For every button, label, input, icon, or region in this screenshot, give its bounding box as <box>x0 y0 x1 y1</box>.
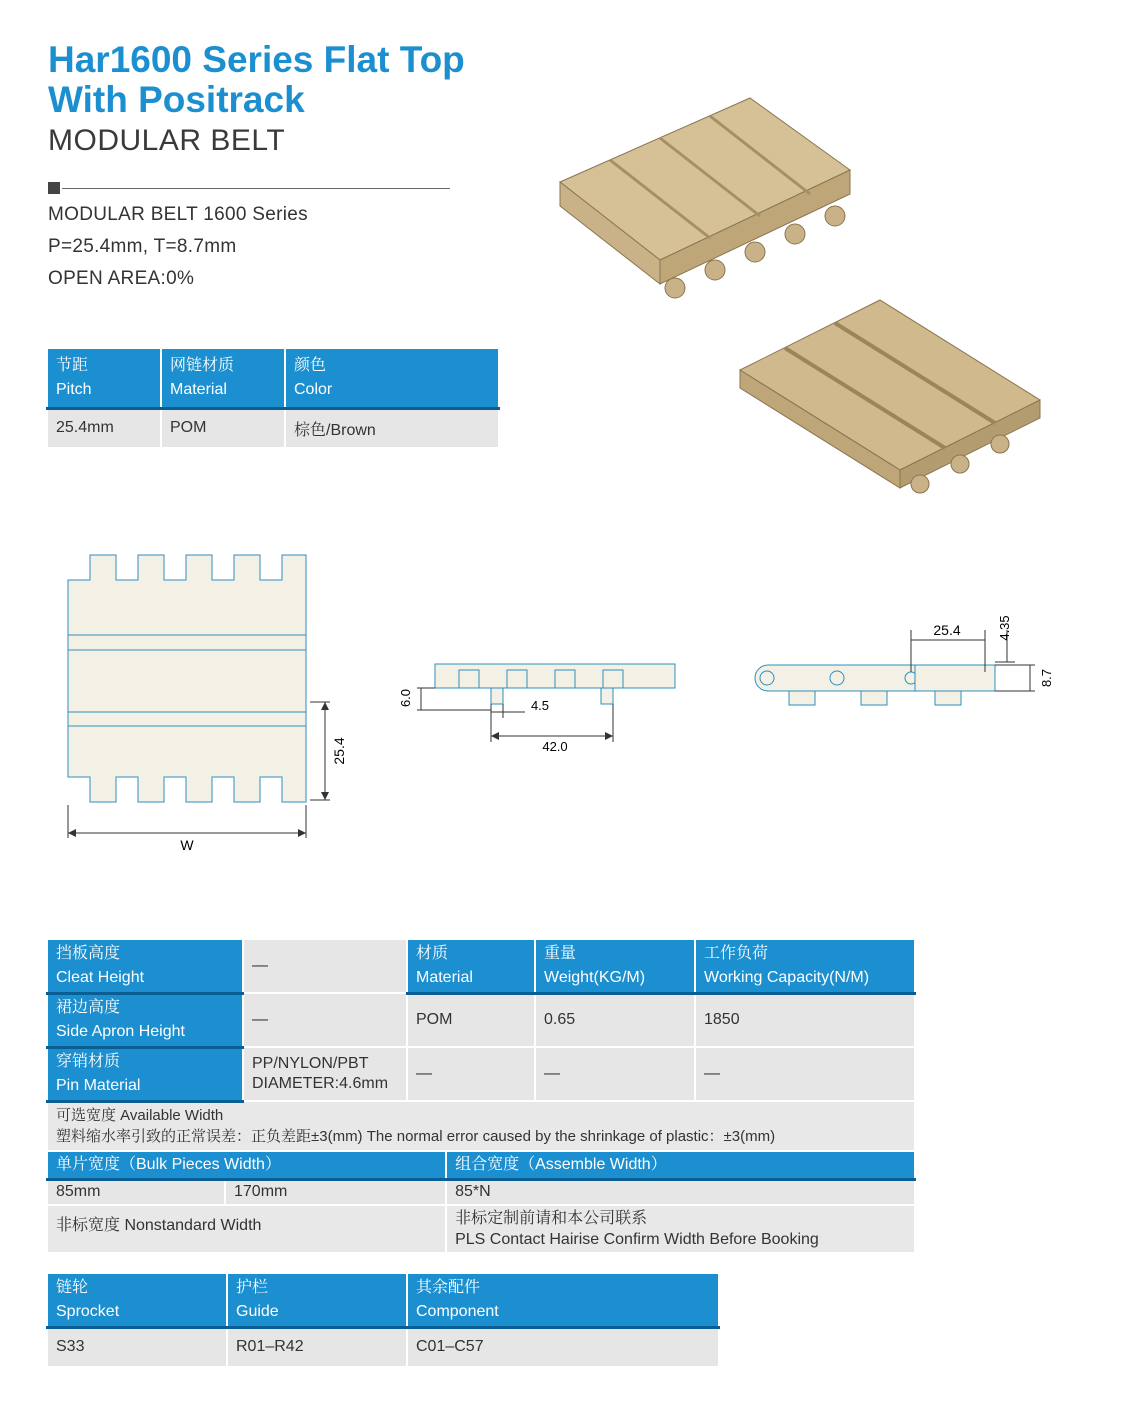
cell-component: C01–C57 <box>407 1327 719 1367</box>
header-apron: 裙边高度 Side Apron Height <box>47 993 243 1047</box>
accessories-table <box>46 1272 720 1368</box>
header-pin: 穿销材质 Pin Material <box>47 1047 243 1101</box>
header-bulk-width: 单片宽度（Bulk Pieces Width） <box>47 1151 446 1179</box>
dim-45-label: 4.5 <box>530 698 550 713</box>
divider-marker <box>48 182 60 194</box>
cell-weight: 0.65 <box>535 993 695 1047</box>
cell-material: POM <box>161 408 285 448</box>
header-assemble-width: 组合宽度（Assemble Width） <box>446 1151 915 1179</box>
cell-empty-2: — <box>535 1047 695 1101</box>
dim-435-label: 4.35 <box>997 615 1012 641</box>
cell-empty-3: — <box>695 1047 915 1101</box>
cell-guide: R01–R42 <box>227 1327 407 1367</box>
title-line-2: With Positrack <box>48 79 305 120</box>
spec-open-area: OPEN AREA:0% <box>48 268 195 289</box>
cell-capacity: 1850 <box>695 993 915 1047</box>
cell-bulk-2: 170mm <box>225 1179 446 1205</box>
divider <box>62 188 450 189</box>
cell-contact: 非标定制前请和本公司联系 PLS Contact Hairise Confirm Width Before Booking <box>446 1205 915 1253</box>
header-capacity: 工作负荷 Working Capacity(N/M) <box>695 939 915 993</box>
spec-pitch-thickness: P=25.4mm, T=8.7mm <box>48 236 237 257</box>
dim-254b-label: 25.4 <box>933 622 961 638</box>
cell-pitch: 25.4mm <box>47 408 161 448</box>
header-material: 网链材质 Material <box>161 348 285 408</box>
cell-apron: — <box>243 993 407 1047</box>
end-view-drawing <box>745 610 1065 720</box>
cell-bulk-1: 85mm <box>47 1179 225 1205</box>
belt-3d-render <box>550 90 1070 510</box>
dim-width-label: W <box>180 837 194 853</box>
specs-table <box>46 938 916 1152</box>
belt-bottom-view-image <box>740 300 1040 493</box>
cell-empty-1: — <box>407 1047 535 1101</box>
header-sprocket: 链轮 Sprocket <box>47 1273 227 1327</box>
header-color: 颜色 Color <box>285 348 499 408</box>
subtitle: MODULAR BELT <box>48 124 286 157</box>
header-weight: 重量 Weight(KG/M) <box>535 939 695 993</box>
dim-87-label: 8.7 <box>1039 668 1054 688</box>
header-component: 其余配件 Component <box>407 1273 719 1327</box>
material-table <box>46 347 500 449</box>
cell-nonstandard: 非标宽度 Nonstandard Width <box>47 1205 446 1253</box>
page-title <box>48 40 465 120</box>
width-table <box>46 1150 916 1254</box>
cell-sprocket: S33 <box>47 1327 227 1367</box>
header-pitch: 节距 Pitch <box>47 348 161 408</box>
side-view-drawing <box>395 650 695 760</box>
header-cleat: 挡板高度 Cleat Height <box>47 939 243 993</box>
header-material2: 材质 Material <box>407 939 535 993</box>
available-width-note: 可选宽度 Available Width 塑料缩水率引致的正常误差：正负差距±3(mm) The normal error caused by the shrinkage of plastic：±3(mm) <box>47 1101 915 1151</box>
spec-series: MODULAR BELT 1600 Series <box>48 204 308 225</box>
dim-42-label: 42.0 <box>542 739 568 754</box>
cell-material2: POM <box>407 993 535 1047</box>
dim-6-label: 6.0 <box>398 688 413 708</box>
header-guide: 护栏 Guide <box>227 1273 407 1327</box>
belt-top-view-image <box>560 98 850 298</box>
cell-color: 棕色/Brown <box>285 408 499 448</box>
cell-assemble: 85*N <box>446 1179 915 1205</box>
dim-pitch-label: 25.4 <box>331 737 347 765</box>
title-line-1: Har1600 Series Flat Top <box>48 39 465 80</box>
cell-pin: PP/NYLON/PBT DIAMETER:4.6mm <box>243 1047 407 1101</box>
top-view-drawing <box>50 540 370 860</box>
cell-cleat: — <box>243 939 407 993</box>
